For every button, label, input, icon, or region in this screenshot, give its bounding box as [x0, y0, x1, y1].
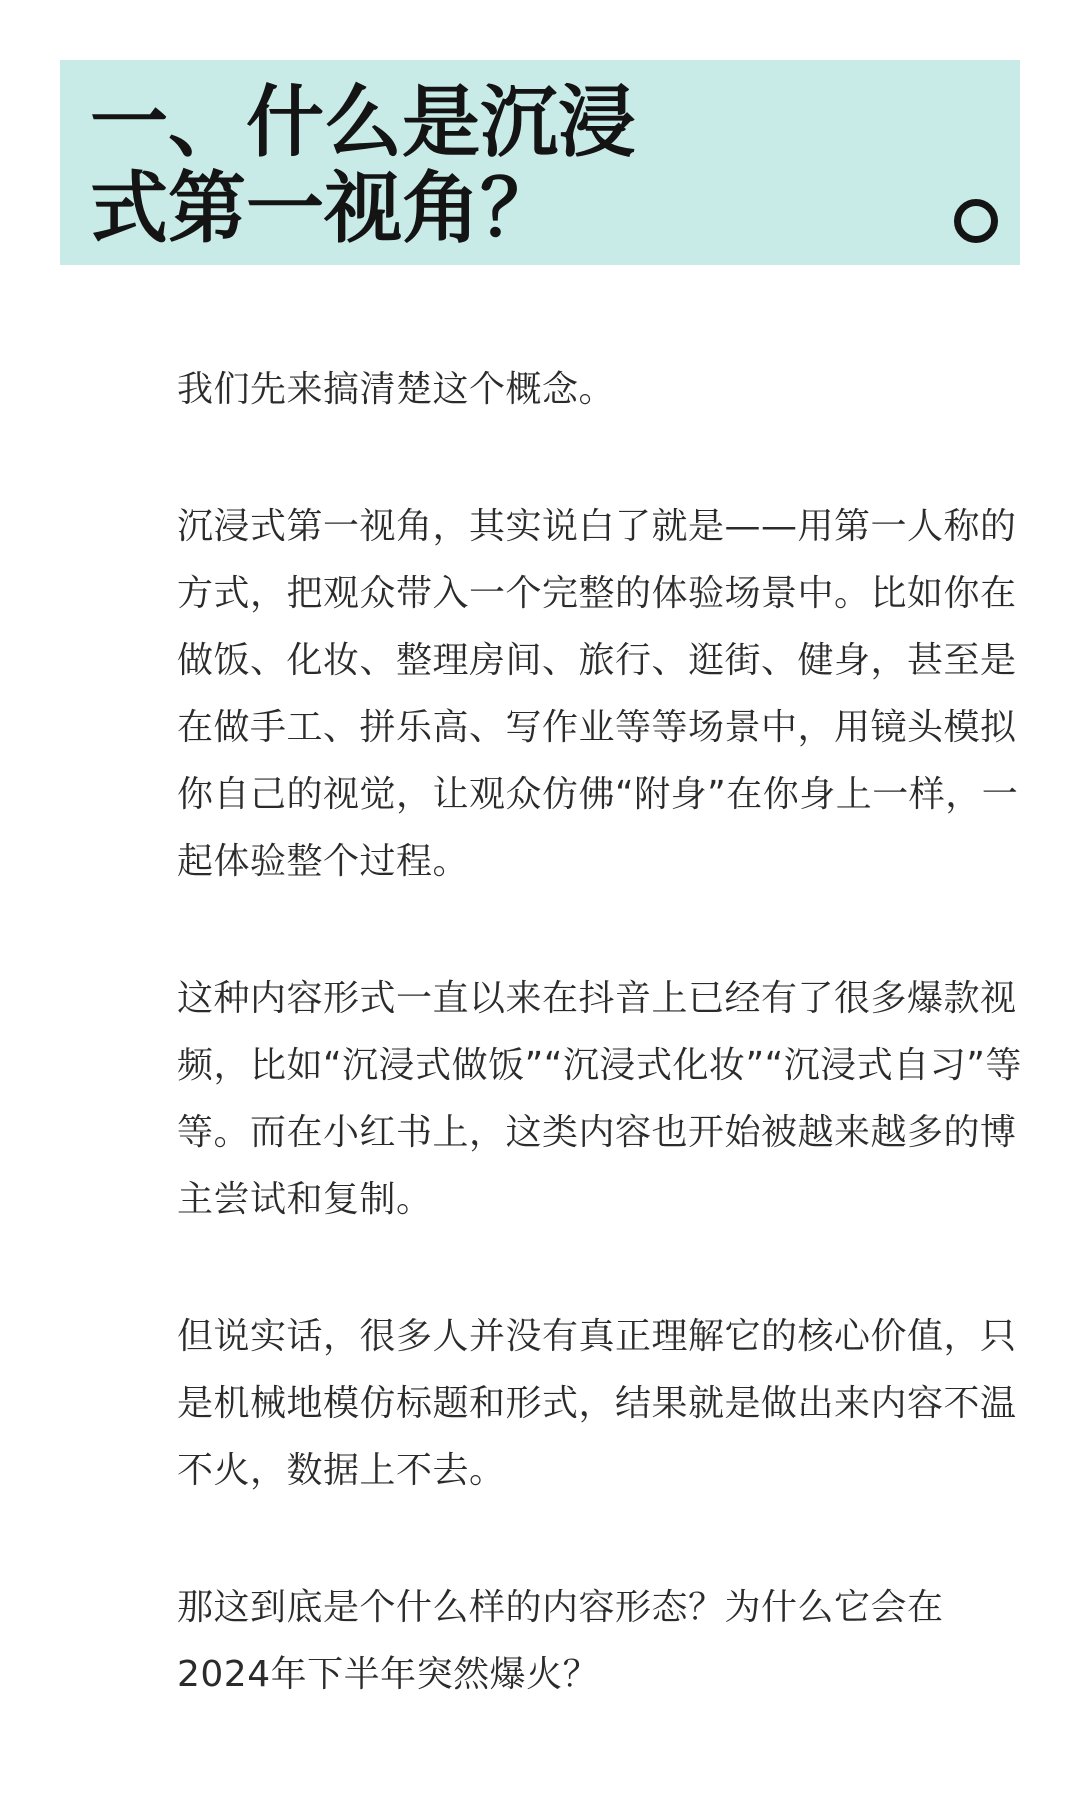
title-banner	[60, 60, 1020, 265]
page-title-line-2: 式第一视角？	[90, 164, 559, 254]
page-title-line-1: 一、什么是沉浸	[90, 78, 637, 168]
ring-decoration-icon	[954, 199, 998, 243]
page-title	[90, 80, 810, 252]
paragraph-5: 那这到底是个什么样的内容形态？为什么它会在2024年下半年突然爆火？	[177, 1587, 944, 1695]
paragraph-1: 我们先来搞清楚这个概念。	[177, 369, 616, 410]
article-body	[177, 356, 1022, 1778]
paragraph-4: 但说实话，很多人并没有真正理解它的核心价值，只是机械地模仿标题和形式，结果就是做出来内容不温不火，数据上不去。	[177, 1316, 1017, 1491]
paragraph-2: 沉浸式第一视角，其实说白了就是——用第一人称的方式，把观众带入一个完整的体验场景中。比如你在做饭、化妆、整理房间、旅行、逛街、健身，甚至是在做手工、拼乐高、写作业等等场景中，用镜头模拟你自己的视觉，让观众仿佛“附身”在你身上一样，一起体验整个过程。	[177, 506, 1019, 882]
paragraph-3: 这种内容形式一直以来在抖音上已经有了很多爆款视频，比如“沉浸式做饭”“沉浸式化妆”“沉浸式自习”等等。而在小红书上，这类内容也开始被越来越多的博主尝试和复制。	[177, 978, 1022, 1220]
